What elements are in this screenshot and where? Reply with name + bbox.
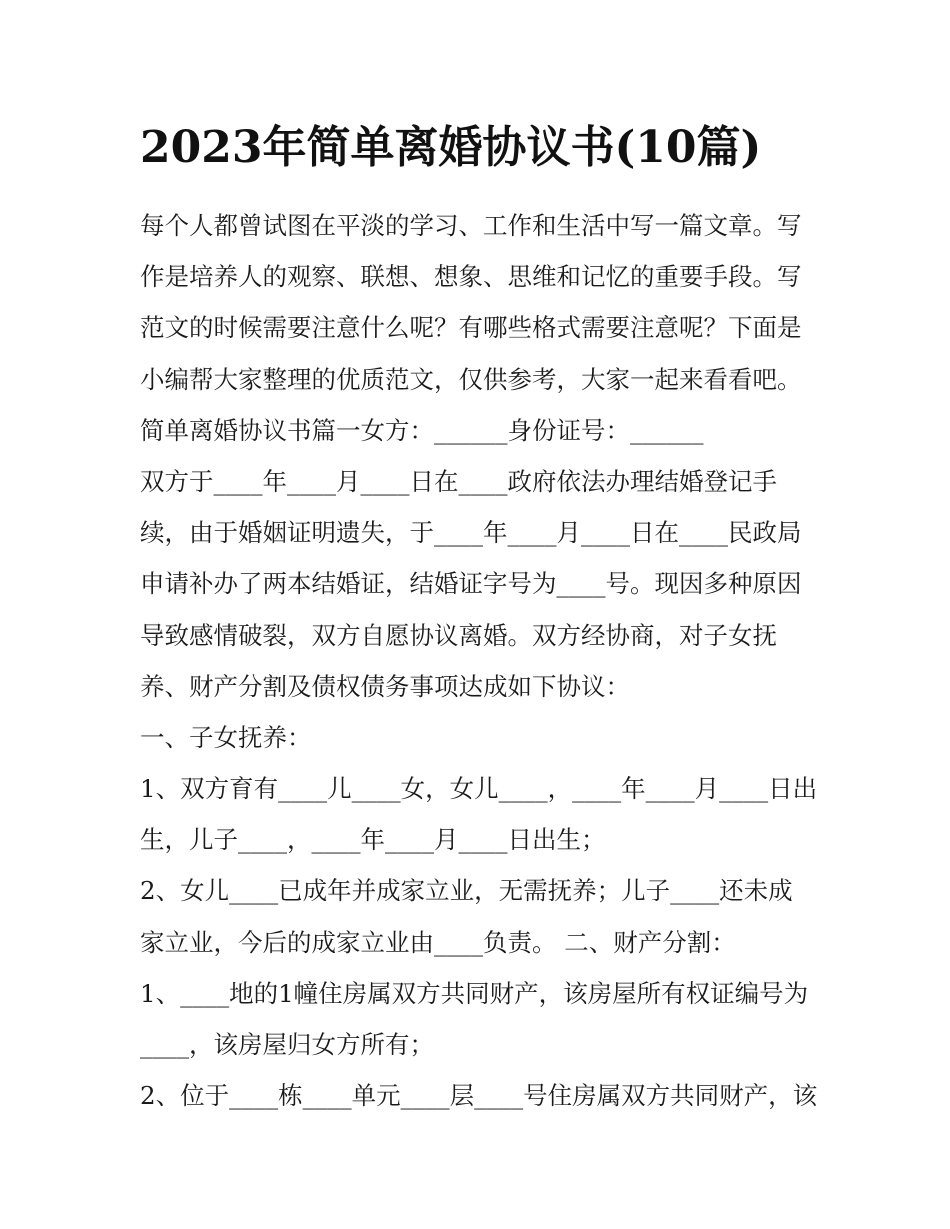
body-line: 双方于____年____月____日在____政府依法办理结婚登记手 [140,466,777,496]
body-line: 1、____地的1幢住房属双方共同财产，该房屋所有权证编号为 [140,978,809,1008]
document-title: 2023年简单离婚协议书(10篇) [140,122,762,173]
body-line: 小编帮大家整理的优质范文，仅供参考，大家一起来看看吧。 [140,364,802,394]
body-line: 简单离婚协议书篇一女方：______身份证号：______ [140,415,704,445]
body-line: 作是培养人的观察、联想、想象、思维和记忆的重要手段。写 [140,262,802,292]
body-line: 每个人都曾试图在平淡的学习、工作和生活中写一篇文章。写 [140,211,802,240]
body-line: 导致感情破裂，双方自愿协议离婚。双方经协商，对子女抚 [140,620,777,650]
body-line: 养、财产分割及债权债务事项达成如下协议： [140,671,630,701]
section-heading: 一、子女抚养： [140,722,312,752]
body-line: 2、女儿____已成年并成家立业，无需抚养；儿子____还未成 [140,876,793,906]
body-line: 1、双方育有____儿____女，女儿____，____年____月____日出 [140,774,818,804]
body-line: 2、位于____栋____单元____层____号住房属双方共同财产，该 [140,1081,818,1111]
body-line: 家立业，今后的成家立业由____负责。 二、财产分割： [140,927,736,957]
body-line: ____，该房屋归女方所有； [140,1030,434,1059]
document-body [140,200,820,1121]
body-line: 范文的时候需要注意什么呢？有哪些格式需要注意呢？下面是 [140,313,802,343]
body-line: 续，由于婚姻证明遗失，于____年____月____日在____民政局 [140,518,802,548]
body-line: 申请补办了两本结婚证，结婚证字号为____号。现因多种原因 [140,569,802,599]
body-line: 生，儿子____，____年____月____日出生； [140,825,606,855]
